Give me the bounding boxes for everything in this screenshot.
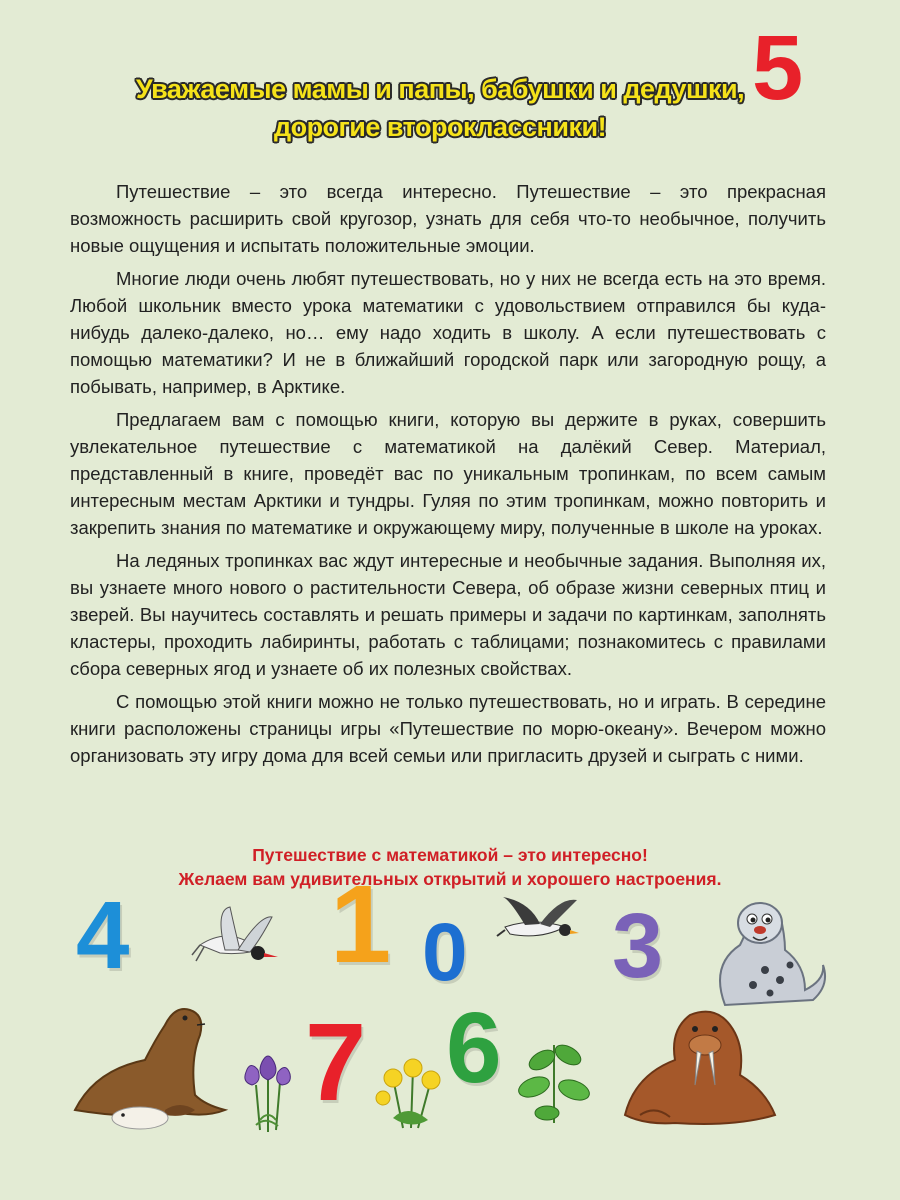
closing-line-2: Желаем вам удивительных открытий и хорошего настроения. (178, 869, 722, 889)
intro-text (70, 178, 826, 775)
cloudberry-leaves-icon (512, 1035, 597, 1125)
paragraph: Многие люди очень любят путешествовать, но у них не всегда есть на это время. Любой школьник вместо урока математики с удовольствием отправился бы куда-нибудь далеко-далеко, но… ему надо ходить в школу. А если путешествовать с помощью математики? И не в ближайший городской парк или загородную рощу, а побывать, например, в Арктике. (70, 268, 826, 397)
paragraph: Предлагаем вам с помощью книги, которую вы держите в руках, совершить увлекательное путешествие с математикой на далёкий Север. Материал, представленный в книге, проведёт вас по уникальным тропинкам, по всем самым интересным местам Арктики и тундры. Гуляя по этим тропинкам, можно повторить и закрепить знания по математике и окружающему миру, полученные в школе на уроках. (70, 409, 826, 538)
digit-six: 6 (446, 992, 502, 1104)
tern-icon (190, 905, 280, 985)
paragraph: Путешествие – это всегда интересно. Путешествие – это прекрасная возможность расширить свой кругозор, узнать для себя что-то необычное, получить новые ощущения и испытать положительные эмоции. (70, 181, 826, 256)
digit-zero: 0 (422, 907, 468, 998)
page-number: 5 (752, 17, 804, 119)
paragraph: С помощью этой книги можно не только путешествовать, но и играть. В середине книги расположены страницы игры «Путешествие по морю-океану». Вечером можно организовать эту игру дома для всей семьи или пригласить друзей и сыграть с ними. (70, 691, 826, 766)
digit-three: 3 (612, 895, 664, 997)
pasqueflower-icon (238, 1050, 298, 1135)
title-line-2: дорогие второклассники! (273, 112, 607, 142)
title-line-1: Уважаемые мамы и папы, бабушки и дедушки, (135, 74, 745, 104)
closing-wishes (70, 843, 830, 891)
seal-icon (705, 895, 830, 1010)
sea-lion-icon (65, 1000, 235, 1135)
digit-four: 4 (76, 882, 130, 989)
digit-seven: 7 (305, 1001, 367, 1124)
closing-line-1: Путешествие с математикой – это интересно! (252, 845, 648, 865)
walrus-icon (615, 1005, 780, 1130)
paragraph: На ледяных тропинках вас ждут интересные и необычные задания. Выполняя их, вы узнаете много нового о растительности Севера, об образе жизни северных птиц и зверей. Вы научитесь составлять и решать примеры и задачи по картинкам, заполнять кластеры, проходить лабиринты, работать с таблицами; познакомитесь с правилами сбора северных ягод и узнаете об их полезных свойствах. (70, 550, 826, 679)
buttercup-icon (373, 1058, 448, 1133)
page-title (120, 70, 760, 146)
digit-one: 1 (330, 863, 392, 986)
duck-icon (495, 892, 580, 952)
